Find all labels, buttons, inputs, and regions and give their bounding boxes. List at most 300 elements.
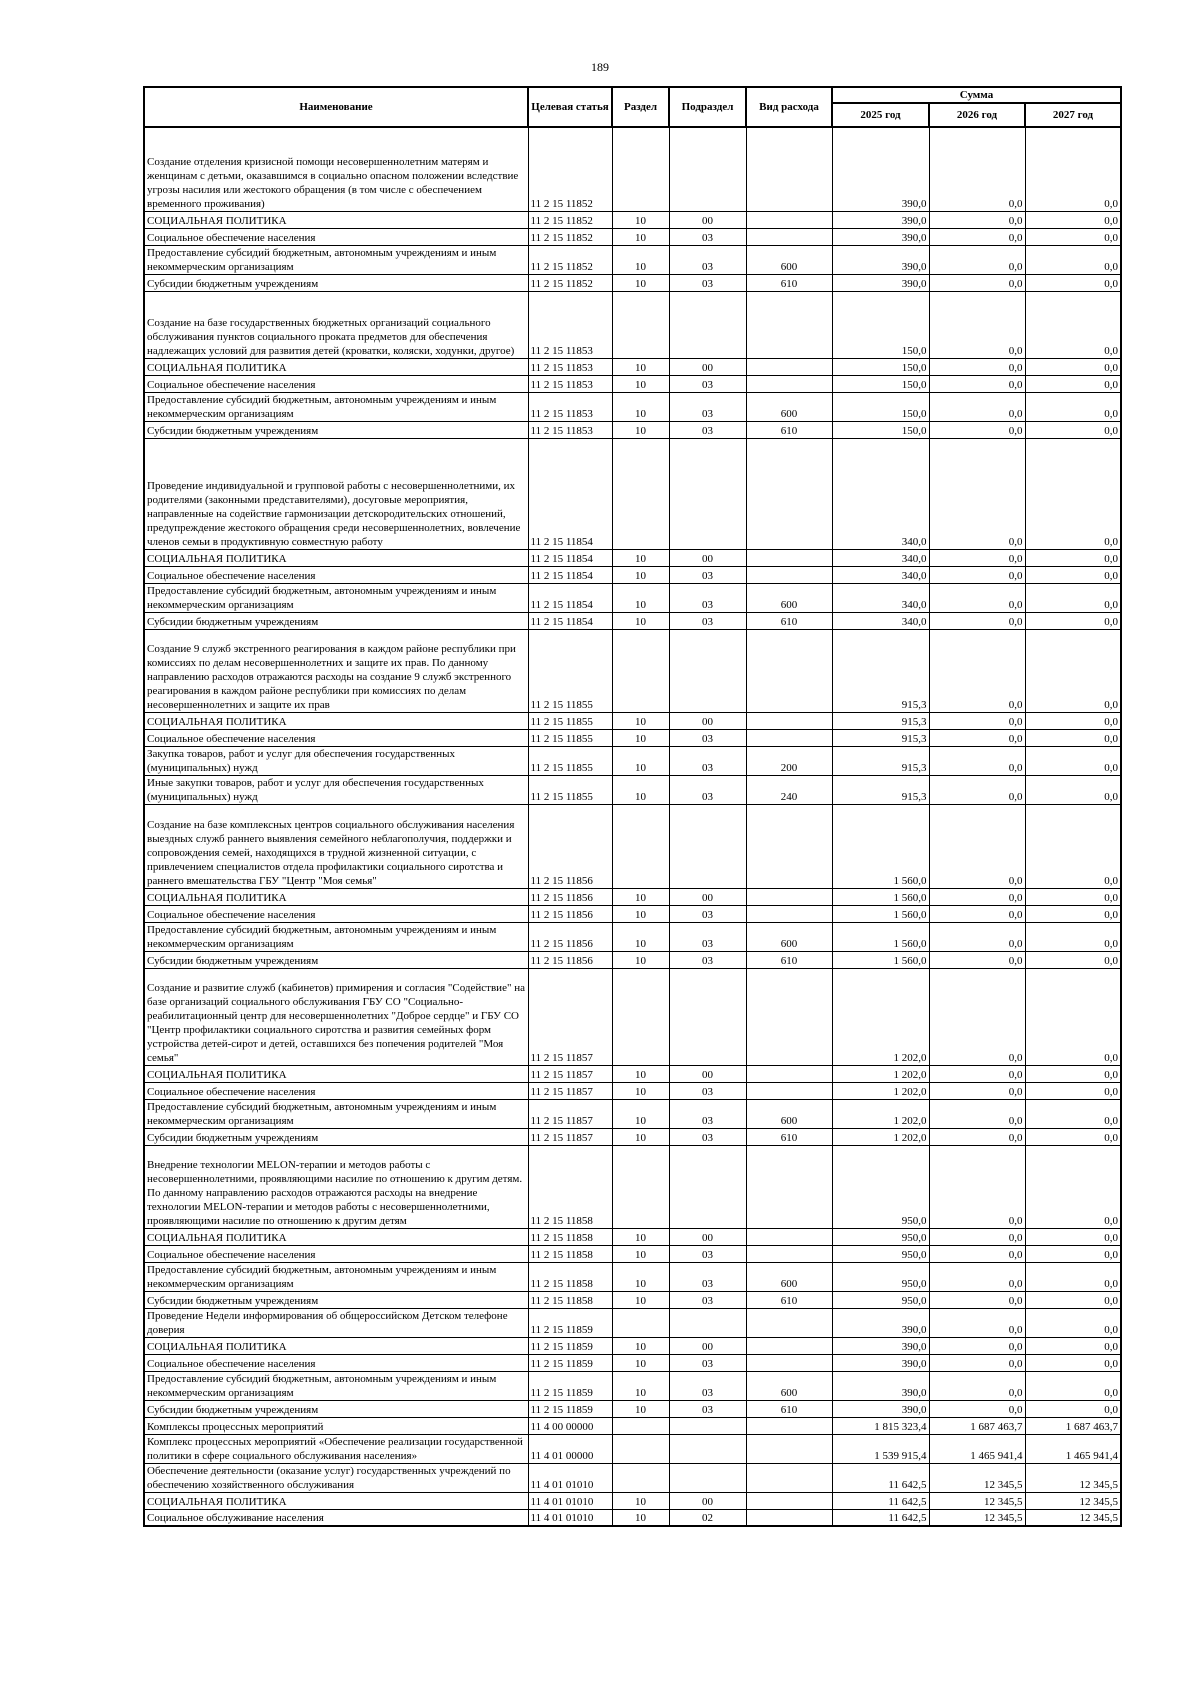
row-name: Социальное обеспечение населения xyxy=(144,1354,528,1371)
row-subsection: 03 xyxy=(669,583,746,612)
row-expense-type xyxy=(746,729,832,746)
table-row xyxy=(144,421,1121,438)
row-sum-2027: 0,0 xyxy=(1025,968,1121,1065)
row-expense-type: 600 xyxy=(746,1262,832,1291)
row-sum-2026: 0,0 xyxy=(929,612,1025,629)
row-name: Социальное обеспечение населения xyxy=(144,729,528,746)
row-sum-2027: 0,0 xyxy=(1025,804,1121,888)
row-subsection: 03 xyxy=(669,775,746,804)
row-name: Социальное обеспечение населения xyxy=(144,566,528,583)
row-section: 10 xyxy=(612,1245,669,1262)
row-target-code: 11 2 15 11855 xyxy=(528,712,612,729)
row-sum-2027: 0,0 xyxy=(1025,583,1121,612)
row-target-code: 11 2 15 11857 xyxy=(528,1128,612,1145)
row-sum-2027: 0,0 xyxy=(1025,228,1121,245)
row-subsection: 03 xyxy=(669,566,746,583)
row-sum-2027: 0,0 xyxy=(1025,612,1121,629)
row-sum-2027: 12 345,5 xyxy=(1025,1492,1121,1509)
row-name: Социальное обеспечение населения xyxy=(144,1082,528,1099)
row-sum-2027: 0,0 xyxy=(1025,1291,1121,1308)
row-sum-2027: 1 687 463,7 xyxy=(1025,1417,1121,1434)
table-row xyxy=(144,1400,1121,1417)
header-sum: Сумма xyxy=(832,87,1121,103)
row-subsection xyxy=(669,1308,746,1337)
row-sum-2027: 0,0 xyxy=(1025,375,1121,392)
row-sum-2026: 0,0 xyxy=(929,746,1025,775)
row-section: 10 xyxy=(612,1400,669,1417)
row-target-code: 11 2 15 11856 xyxy=(528,951,612,968)
row-target-code: 11 4 01 00000 xyxy=(528,1434,612,1463)
row-expense-type: 610 xyxy=(746,951,832,968)
row-target-code: 11 2 15 11852 xyxy=(528,211,612,228)
row-subsection: 00 xyxy=(669,549,746,566)
row-target-code: 11 4 01 01010 xyxy=(528,1509,612,1526)
row-sum-2025: 11 642,5 xyxy=(832,1509,929,1526)
table-row xyxy=(144,1065,1121,1082)
row-section: 10 xyxy=(612,951,669,968)
row-expense-type xyxy=(746,712,832,729)
row-sum-2025: 1 539 915,4 xyxy=(832,1434,929,1463)
row-section: 10 xyxy=(612,1291,669,1308)
row-subsection: 03 xyxy=(669,1262,746,1291)
row-subsection: 03 xyxy=(669,951,746,968)
row-expense-type xyxy=(746,1509,832,1526)
row-sum-2025: 390,0 xyxy=(832,1308,929,1337)
row-sum-2026: 0,0 xyxy=(929,775,1025,804)
row-expense-type xyxy=(746,629,832,712)
row-subsection xyxy=(669,1463,746,1492)
row-sum-2026: 0,0 xyxy=(929,1262,1025,1291)
row-sum-2026: 0,0 xyxy=(929,549,1025,566)
row-sum-2026: 0,0 xyxy=(929,228,1025,245)
row-subsection: 03 xyxy=(669,245,746,274)
row-section: 10 xyxy=(612,1228,669,1245)
row-subsection: 03 xyxy=(669,1082,746,1099)
row-section: 10 xyxy=(612,274,669,291)
row-sum-2027: 0,0 xyxy=(1025,421,1121,438)
row-sum-2027: 0,0 xyxy=(1025,274,1121,291)
row-sum-2027: 0,0 xyxy=(1025,1082,1121,1099)
table-row xyxy=(144,1262,1121,1291)
row-sum-2026: 0,0 xyxy=(929,375,1025,392)
row-name: Комплекс процессных мероприятий «Обеспечение реализации государственной политики в сфере социального обслуживания населения» xyxy=(144,1434,528,1463)
row-target-code: 11 2 15 11856 xyxy=(528,888,612,905)
row-expense-type xyxy=(746,1082,832,1099)
table-row xyxy=(144,392,1121,421)
row-subsection: 03 xyxy=(669,1291,746,1308)
row-name: Социальное обеспечение населения xyxy=(144,905,528,922)
row-sum-2025: 390,0 xyxy=(832,211,929,228)
row-section: 10 xyxy=(612,566,669,583)
row-section: 10 xyxy=(612,1492,669,1509)
row-subsection: 00 xyxy=(669,358,746,375)
row-section: 10 xyxy=(612,1082,669,1099)
row-sum-2027: 0,0 xyxy=(1025,127,1121,211)
row-subsection: 03 xyxy=(669,228,746,245)
row-expense-type xyxy=(746,905,832,922)
row-sum-2026: 0,0 xyxy=(929,358,1025,375)
table-row xyxy=(144,1509,1121,1526)
row-target-code: 11 2 15 11855 xyxy=(528,729,612,746)
row-expense-type xyxy=(746,127,832,211)
row-subsection: 03 xyxy=(669,1128,746,1145)
row-target-code: 11 2 15 11857 xyxy=(528,1065,612,1082)
row-section: 10 xyxy=(612,922,669,951)
row-name: Создание отделения кризисной помощи несовершеннолетним матерям и женщинам с детьми, оказавшимся в социально опасном положении вследствие угрозы насилия или жестокого обращения (в том числе с обеспечением временного проживания) xyxy=(144,127,528,211)
row-name: СОЦИАЛЬНАЯ ПОЛИТИКА xyxy=(144,211,528,228)
row-section xyxy=(612,127,669,211)
row-section xyxy=(612,1308,669,1337)
row-sum-2027: 0,0 xyxy=(1025,1354,1121,1371)
row-sum-2025: 390,0 xyxy=(832,1371,929,1400)
row-subsection xyxy=(669,968,746,1065)
row-sum-2026: 0,0 xyxy=(929,211,1025,228)
row-sum-2026: 0,0 xyxy=(929,291,1025,358)
row-name: Предоставление субсидий бюджетным, автономным учреждениям и иным некоммерческим организациям xyxy=(144,1262,528,1291)
row-sum-2025: 390,0 xyxy=(832,274,929,291)
row-subsection: 03 xyxy=(669,922,746,951)
row-subsection: 00 xyxy=(669,1492,746,1509)
row-sum-2025: 1 202,0 xyxy=(832,1065,929,1082)
row-expense-type xyxy=(746,549,832,566)
row-sum-2025: 915,3 xyxy=(832,746,929,775)
row-name: Субсидии бюджетным учреждениям xyxy=(144,421,528,438)
row-sum-2025: 340,0 xyxy=(832,583,929,612)
row-sum-2025: 1 202,0 xyxy=(832,1082,929,1099)
header-year-2026: 2026 год xyxy=(929,103,1025,127)
table-row xyxy=(144,274,1121,291)
row-sum-2025: 150,0 xyxy=(832,375,929,392)
row-subsection: 03 xyxy=(669,612,746,629)
row-sum-2027: 0,0 xyxy=(1025,746,1121,775)
row-sum-2027: 0,0 xyxy=(1025,245,1121,274)
row-sum-2026: 0,0 xyxy=(929,1082,1025,1099)
row-expense-type xyxy=(746,1145,832,1228)
row-target-code: 11 2 15 11858 xyxy=(528,1145,612,1228)
row-sum-2026: 0,0 xyxy=(929,905,1025,922)
row-subsection: 00 xyxy=(669,211,746,228)
row-subsection: 03 xyxy=(669,905,746,922)
row-target-code: 11 2 15 11854 xyxy=(528,612,612,629)
row-sum-2026: 0,0 xyxy=(929,1228,1025,1245)
row-sum-2026: 0,0 xyxy=(929,968,1025,1065)
row-section: 10 xyxy=(612,358,669,375)
row-sum-2025: 950,0 xyxy=(832,1245,929,1262)
row-sum-2027: 0,0 xyxy=(1025,1308,1121,1337)
row-name: Предоставление субсидий бюджетным, автономным учреждениям и иным некоммерческим организациям xyxy=(144,392,528,421)
row-subsection: 03 xyxy=(669,729,746,746)
row-subsection: 03 xyxy=(669,1400,746,1417)
row-sum-2027: 0,0 xyxy=(1025,392,1121,421)
row-target-code: 11 2 15 11854 xyxy=(528,549,612,566)
row-target-code: 11 2 15 11857 xyxy=(528,1099,612,1128)
row-target-code: 11 2 15 11857 xyxy=(528,968,612,1065)
table-row xyxy=(144,1417,1121,1434)
row-subsection xyxy=(669,629,746,712)
row-sum-2026: 0,0 xyxy=(929,1371,1025,1400)
budget-table xyxy=(143,86,1122,1527)
row-sum-2027: 0,0 xyxy=(1025,1065,1121,1082)
row-sum-2025: 915,3 xyxy=(832,775,929,804)
header-year-2027: 2027 год xyxy=(1025,103,1121,127)
row-sum-2027: 0,0 xyxy=(1025,922,1121,951)
row-name: Проведение индивидуальной и групповой работы с несовершеннолетними, их родителями (законными представителями), досуговые мероприятия, направленные на содействие гармонизации детскородительских отношений, предупреждение жестокого обращения среди несовершеннолетних, вовлечение членов семьи в продуктивную совместную работу xyxy=(144,438,528,549)
row-sum-2026: 0,0 xyxy=(929,922,1025,951)
table-row xyxy=(144,291,1121,358)
row-name: Субсидии бюджетным учреждениям xyxy=(144,274,528,291)
row-subsection: 03 xyxy=(669,1245,746,1262)
row-sum-2025: 1 202,0 xyxy=(832,968,929,1065)
row-subsection xyxy=(669,291,746,358)
table-row xyxy=(144,549,1121,566)
row-subsection: 00 xyxy=(669,888,746,905)
row-name: Предоставление субсидий бюджетным, автономным учреждениям и иным некоммерческим организациям xyxy=(144,1099,528,1128)
row-subsection: 03 xyxy=(669,1354,746,1371)
row-sum-2026: 0,0 xyxy=(929,274,1025,291)
row-target-code: 11 2 15 11856 xyxy=(528,804,612,888)
row-subsection: 03 xyxy=(669,1099,746,1128)
table-row xyxy=(144,375,1121,392)
row-sum-2025: 915,3 xyxy=(832,712,929,729)
row-sum-2026: 0,0 xyxy=(929,127,1025,211)
row-sum-2027: 0,0 xyxy=(1025,1262,1121,1291)
table-row xyxy=(144,1492,1121,1509)
header-section: Раздел xyxy=(612,87,669,127)
table-row xyxy=(144,712,1121,729)
row-expense-type: 610 xyxy=(746,274,832,291)
row-target-code: 11 2 15 11853 xyxy=(528,392,612,421)
row-sum-2027: 0,0 xyxy=(1025,775,1121,804)
row-name: Субсидии бюджетным учреждениям xyxy=(144,612,528,629)
row-section xyxy=(612,1417,669,1434)
row-sum-2025: 950,0 xyxy=(832,1262,929,1291)
row-sum-2026: 0,0 xyxy=(929,421,1025,438)
row-sum-2027: 0,0 xyxy=(1025,1145,1121,1228)
row-name: Создание 9 служб экстренного реагирования в каждом районе республики при комиссиях по делам несовершеннолетних и защите их прав. По данному направлению расходов отражаются расходы на создание 9 служб экстренного реагирования в каждом районе республики при комиссиях по делам несовершеннолетних и защите их прав xyxy=(144,629,528,712)
row-target-code: 11 2 15 11859 xyxy=(528,1337,612,1354)
row-sum-2027: 0,0 xyxy=(1025,1099,1121,1128)
table-row xyxy=(144,245,1121,274)
row-sum-2026: 0,0 xyxy=(929,438,1025,549)
row-section xyxy=(612,1145,669,1228)
header-name: Наименование xyxy=(144,87,528,127)
row-sum-2026: 0,0 xyxy=(929,1245,1025,1262)
row-name: Субсидии бюджетным учреждениям xyxy=(144,1291,528,1308)
table-row xyxy=(144,1337,1121,1354)
row-section xyxy=(612,629,669,712)
row-expense-type xyxy=(746,1354,832,1371)
table-row xyxy=(144,1291,1121,1308)
row-sum-2027: 0,0 xyxy=(1025,1400,1121,1417)
row-sum-2025: 390,0 xyxy=(832,228,929,245)
row-sum-2025: 390,0 xyxy=(832,127,929,211)
row-name: Закупка товаров, работ и услуг для обеспечения государственных (муниципальных) нужд xyxy=(144,746,528,775)
row-sum-2025: 340,0 xyxy=(832,566,929,583)
row-expense-type xyxy=(746,1245,832,1262)
row-sum-2026: 0,0 xyxy=(929,888,1025,905)
row-section: 10 xyxy=(612,612,669,629)
table-row xyxy=(144,729,1121,746)
row-section xyxy=(612,438,669,549)
row-target-code: 11 2 15 11852 xyxy=(528,245,612,274)
row-subsection: 00 xyxy=(669,1065,746,1082)
row-section: 10 xyxy=(612,775,669,804)
row-target-code: 11 4 01 01010 xyxy=(528,1492,612,1509)
row-name: СОЦИАЛЬНАЯ ПОЛИТИКА xyxy=(144,549,528,566)
row-sum-2027: 0,0 xyxy=(1025,951,1121,968)
row-sum-2025: 150,0 xyxy=(832,392,929,421)
row-subsection: 00 xyxy=(669,712,746,729)
row-sum-2027: 1 465 941,4 xyxy=(1025,1434,1121,1463)
row-expense-type: 610 xyxy=(746,612,832,629)
row-sum-2027: 0,0 xyxy=(1025,1245,1121,1262)
row-expense-type xyxy=(746,375,832,392)
row-target-code: 11 2 15 11857 xyxy=(528,1082,612,1099)
row-expense-type: 200 xyxy=(746,746,832,775)
row-sum-2025: 340,0 xyxy=(832,549,929,566)
row-sum-2026: 1 465 941,4 xyxy=(929,1434,1025,1463)
row-section: 10 xyxy=(612,211,669,228)
row-target-code: 11 2 15 11859 xyxy=(528,1354,612,1371)
row-subsection: 00 xyxy=(669,1228,746,1245)
row-expense-type: 240 xyxy=(746,775,832,804)
row-expense-type: 610 xyxy=(746,1291,832,1308)
row-subsection: 03 xyxy=(669,1371,746,1400)
row-sum-2027: 0,0 xyxy=(1025,1128,1121,1145)
row-subsection xyxy=(669,438,746,549)
row-subsection xyxy=(669,127,746,211)
row-expense-type xyxy=(746,1463,832,1492)
row-subsection: 03 xyxy=(669,746,746,775)
row-expense-type xyxy=(746,291,832,358)
row-section: 10 xyxy=(612,245,669,274)
row-name: Социальное обеспечение населения xyxy=(144,228,528,245)
row-expense-type xyxy=(746,211,832,228)
row-name: Социальное обеспечение населения xyxy=(144,375,528,392)
row-sum-2025: 150,0 xyxy=(832,291,929,358)
row-expense-type xyxy=(746,1434,832,1463)
row-sum-2027: 12 345,5 xyxy=(1025,1509,1121,1526)
row-sum-2026: 0,0 xyxy=(929,729,1025,746)
row-sum-2025: 1 560,0 xyxy=(832,922,929,951)
row-name: Субсидии бюджетным учреждениям xyxy=(144,1400,528,1417)
row-sum-2027: 0,0 xyxy=(1025,1371,1121,1400)
row-target-code: 11 2 15 11855 xyxy=(528,746,612,775)
row-name: Предоставление субсидий бюджетным, автономным учреждениям и иным некоммерческим организациям xyxy=(144,583,528,612)
row-target-code: 11 2 15 11852 xyxy=(528,127,612,211)
row-sum-2025: 1 815 323,4 xyxy=(832,1417,929,1434)
row-sum-2026: 0,0 xyxy=(929,1400,1025,1417)
row-section xyxy=(612,804,669,888)
row-name: СОЦИАЛЬНАЯ ПОЛИТИКА xyxy=(144,1228,528,1245)
row-expense-type xyxy=(746,968,832,1065)
table-row xyxy=(144,583,1121,612)
row-sum-2025: 150,0 xyxy=(832,358,929,375)
row-section xyxy=(612,291,669,358)
row-sum-2025: 11 642,5 xyxy=(832,1463,929,1492)
row-sum-2027: 0,0 xyxy=(1025,291,1121,358)
row-section: 10 xyxy=(612,1337,669,1354)
row-subsection: 03 xyxy=(669,375,746,392)
row-target-code: 11 2 15 11854 xyxy=(528,438,612,549)
row-name: Внедрение технологии MELON-терапии и методов работы с несовершеннолетними, проявляющими насилие по отношению к другим детям. По данному направлению расходов отражаются расходы на внедрение технологии MELON-терапии и методов работы с несовершеннолетними, проявляющими насилие по отношению к другим детям xyxy=(144,1145,528,1228)
row-subsection xyxy=(669,804,746,888)
row-name: СОЦИАЛЬНАЯ ПОЛИТИКА xyxy=(144,888,528,905)
row-expense-type: 600 xyxy=(746,922,832,951)
row-sum-2025: 1 202,0 xyxy=(832,1128,929,1145)
row-sum-2025: 390,0 xyxy=(832,1400,929,1417)
row-expense-type: 600 xyxy=(746,392,832,421)
table-row xyxy=(144,746,1121,775)
row-expense-type xyxy=(746,566,832,583)
table-row xyxy=(144,1099,1121,1128)
row-name: Предоставление субсидий бюджетным, автономным учреждениям и иным некоммерческим организациям xyxy=(144,245,528,274)
row-section: 10 xyxy=(612,1371,669,1400)
row-sum-2025: 150,0 xyxy=(832,421,929,438)
row-target-code: 11 2 15 11858 xyxy=(528,1291,612,1308)
row-section: 10 xyxy=(612,1128,669,1145)
row-target-code: 11 2 15 11854 xyxy=(528,583,612,612)
row-sum-2027: 0,0 xyxy=(1025,1337,1121,1354)
row-target-code: 11 2 15 11859 xyxy=(528,1400,612,1417)
row-target-code: 11 2 15 11858 xyxy=(528,1262,612,1291)
row-sum-2025: 340,0 xyxy=(832,438,929,549)
table-row xyxy=(144,1082,1121,1099)
row-expense-type xyxy=(746,1065,832,1082)
row-section: 10 xyxy=(612,729,669,746)
table-row xyxy=(144,228,1121,245)
table-row xyxy=(144,775,1121,804)
row-sum-2027: 0,0 xyxy=(1025,712,1121,729)
row-sum-2027: 0,0 xyxy=(1025,438,1121,549)
row-name: Обеспечение деятельности (оказание услуг) государственных учреждений по обеспечению хозяйственного обслуживания xyxy=(144,1463,528,1492)
row-section: 10 xyxy=(612,712,669,729)
row-expense-type xyxy=(746,228,832,245)
table-row xyxy=(144,905,1121,922)
row-sum-2026: 0,0 xyxy=(929,804,1025,888)
table-row xyxy=(144,888,1121,905)
row-name: Комплексы процессных мероприятий xyxy=(144,1417,528,1434)
row-expense-type: 610 xyxy=(746,1128,832,1145)
row-target-code: 11 2 15 11855 xyxy=(528,629,612,712)
row-target-code: 11 2 15 11856 xyxy=(528,905,612,922)
header-subsection: Подраздел xyxy=(669,87,746,127)
row-sum-2027: 0,0 xyxy=(1025,211,1121,228)
row-section: 10 xyxy=(612,583,669,612)
table-row xyxy=(144,1434,1121,1463)
row-sum-2027: 0,0 xyxy=(1025,729,1121,746)
row-target-code: 11 2 15 11856 xyxy=(528,922,612,951)
row-sum-2026: 0,0 xyxy=(929,1354,1025,1371)
table-row xyxy=(144,1354,1121,1371)
row-sum-2025: 915,3 xyxy=(832,629,929,712)
row-sum-2026: 0,0 xyxy=(929,1291,1025,1308)
row-name: СОЦИАЛЬНАЯ ПОЛИТИКА xyxy=(144,712,528,729)
row-sum-2026: 12 345,5 xyxy=(929,1463,1025,1492)
row-name: Субсидии бюджетным учреждениям xyxy=(144,1128,528,1145)
table-row xyxy=(144,1463,1121,1492)
row-sum-2025: 915,3 xyxy=(832,729,929,746)
row-sum-2027: 0,0 xyxy=(1025,888,1121,905)
row-section xyxy=(612,1434,669,1463)
table-row xyxy=(144,358,1121,375)
table-row xyxy=(144,1228,1121,1245)
row-subsection xyxy=(669,1434,746,1463)
row-expense-type xyxy=(746,804,832,888)
row-sum-2026: 0,0 xyxy=(929,1099,1025,1128)
row-target-code: 11 2 15 11853 xyxy=(528,358,612,375)
row-sum-2027: 0,0 xyxy=(1025,629,1121,712)
